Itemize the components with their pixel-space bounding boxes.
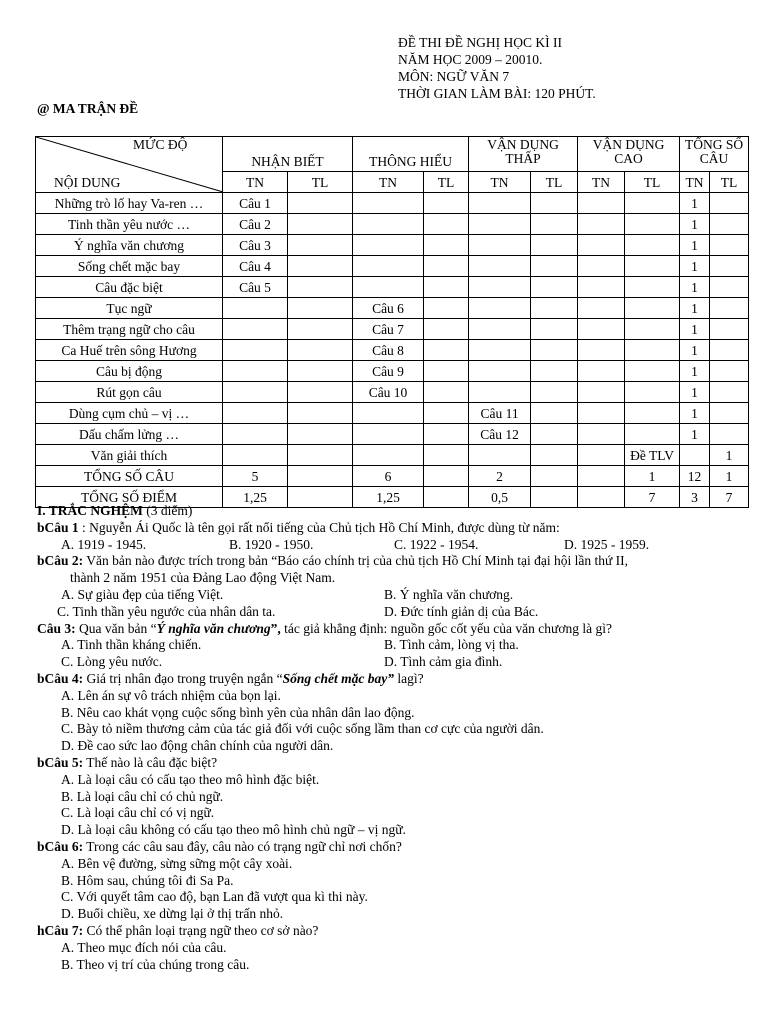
question-3-options <box>37 654 757 671</box>
table-cell: Câu 8 <box>353 340 424 361</box>
table-cell <box>710 403 749 424</box>
table-cell <box>625 382 680 403</box>
table-cell <box>469 235 531 256</box>
table-cell <box>223 424 288 445</box>
question-1: bCâu 1 : Nguyễn Ái Quốc là tên gọi rất nổi tiếng của Chủ tịch Hồ Chí Minh, được dùng từ năm: <box>37 519 560 535</box>
option: B. Là loại câu chỉ có chủ ngữ. <box>61 788 224 804</box>
table-cell <box>469 445 531 466</box>
table-cell <box>469 277 531 298</box>
table-cell <box>625 193 680 214</box>
table-cell <box>578 466 625 487</box>
table-row <box>36 382 749 403</box>
table-row <box>36 193 749 214</box>
table-cell <box>710 340 749 361</box>
table-cell: Câu 2 <box>223 214 288 235</box>
question-2: bCâu 2: Văn bản nào được trích trong bản “Báo cáo chính trị của chủ tịch Hồ Chí Minh tại đại hội lần thứ II, <box>37 553 629 569</box>
table-cell <box>469 382 531 403</box>
question-5: bCâu 5: Thế nào là câu đặc biệt? <box>37 754 218 770</box>
table-row <box>36 403 749 424</box>
table-cell <box>578 340 625 361</box>
option: A. Là loại câu có cấu tạo theo mô hình đặc biệt. <box>61 771 320 787</box>
table-cell: 1 <box>680 298 710 319</box>
level-heading: MỨC ĐỘ <box>133 137 188 152</box>
question-2-options <box>37 604 757 621</box>
table-cell <box>288 445 353 466</box>
table-cell <box>625 361 680 382</box>
row-label: Ý nghĩa văn chương <box>36 235 223 256</box>
table-cell <box>288 424 353 445</box>
table-cell <box>578 235 625 256</box>
table-cell <box>710 277 749 298</box>
table-row <box>36 277 749 298</box>
option: D. Tình cảm gia đình. <box>384 654 503 670</box>
table-cell: 7 <box>625 487 680 508</box>
row-label: TỔNG SỐ CÂU <box>36 466 223 487</box>
table-cell <box>424 361 469 382</box>
table-cell <box>424 382 469 403</box>
table-cell <box>288 403 353 424</box>
table-cell: 1 <box>680 235 710 256</box>
table-cell <box>424 277 469 298</box>
table-cell <box>288 340 353 361</box>
table-cell <box>625 424 680 445</box>
table-cell <box>469 361 531 382</box>
table-cell: Câu 9 <box>353 361 424 382</box>
table-cell <box>625 235 680 256</box>
table-cell <box>531 445 578 466</box>
table-cell <box>288 256 353 277</box>
row-label: Sống chết mặc bay <box>36 256 223 277</box>
table-cell <box>710 361 749 382</box>
table-cell <box>469 298 531 319</box>
table-cell <box>353 235 424 256</box>
corner-cell <box>36 137 223 193</box>
table-cell <box>578 445 625 466</box>
table-header-row <box>36 137 749 172</box>
row-label: Câu bị động <box>36 361 223 382</box>
table-cell <box>424 214 469 235</box>
table-cell <box>288 277 353 298</box>
table-cell <box>353 424 424 445</box>
table-cell <box>288 214 353 235</box>
table-cell <box>625 340 680 361</box>
table-cell <box>288 193 353 214</box>
table-cell <box>424 256 469 277</box>
questions-section <box>37 503 757 973</box>
table-row <box>36 466 749 487</box>
table-row <box>36 319 749 340</box>
table-cell <box>424 424 469 445</box>
level-header: NHẬN BIẾT <box>223 137 353 172</box>
level-header: VẬN DỤNG CAO <box>578 137 680 172</box>
table-cell <box>578 277 625 298</box>
table-cell: 1 <box>680 319 710 340</box>
table-row <box>36 256 749 277</box>
option: B. Theo vị trí của chúng trong câu. <box>61 956 250 972</box>
table-row <box>36 340 749 361</box>
table-cell: 5 <box>223 466 288 487</box>
table-cell <box>625 277 680 298</box>
table-cell: Câu 11 <box>469 403 531 424</box>
table-cell <box>353 277 424 298</box>
question-6: bCâu 6: Trong các câu sau đây, câu nào có trạng ngữ chỉ nơi chốn? <box>37 838 402 854</box>
option: A. Bên vệ đường, sừng sững một cây xoài. <box>61 855 293 871</box>
row-label: Dùng cụm chủ – vị … <box>36 403 223 424</box>
table-cell <box>424 235 469 256</box>
question-3-options <box>37 637 757 654</box>
table-cell <box>578 403 625 424</box>
table-cell <box>578 319 625 340</box>
table-cell <box>288 382 353 403</box>
table-body <box>36 193 749 508</box>
table-cell <box>353 403 424 424</box>
table-cell <box>531 298 578 319</box>
content-heading: NỘI DUNG <box>54 175 121 190</box>
table-cell <box>531 277 578 298</box>
option: B. Nêu cao khát vọng cuộc sống bình yên của nhân dân lao động. <box>61 704 415 720</box>
table-row <box>36 235 749 256</box>
matrix-title: @ MA TRẬN ĐỀ <box>37 101 139 116</box>
table-row <box>36 361 749 382</box>
table-cell <box>353 256 424 277</box>
table-cell <box>578 298 625 319</box>
table-cell: Câu 5 <box>223 277 288 298</box>
question-2-cont: thành 2 năm 1951 của Đảng Lao động Việt Nam. <box>70 570 336 586</box>
table-cell: 2 <box>469 466 531 487</box>
question-label: Câu 3: <box>37 620 76 636</box>
question-label: bCâu 5: <box>37 754 84 770</box>
table-cell: Đề TLV <box>625 445 680 466</box>
row-label: Thêm trạng ngữ cho câu <box>36 319 223 340</box>
row-label: Ca Huế trên sông Hương <box>36 340 223 361</box>
table-cell: 1,25 <box>223 487 288 508</box>
table-cell <box>223 298 288 319</box>
option: B. Tình cảm, lòng vị tha. <box>384 637 519 653</box>
row-label: Dấu chấm lửng … <box>36 424 223 445</box>
subheader-tn: TN <box>680 172 710 193</box>
table-cell <box>469 256 531 277</box>
question-label: bCâu 2: <box>37 553 84 569</box>
table-cell <box>223 382 288 403</box>
table-cell <box>710 256 749 277</box>
table-cell <box>578 382 625 403</box>
table-cell <box>625 256 680 277</box>
option: A. Lên án sự vô trách nhiệm của bọn lại. <box>61 687 281 703</box>
table-cell <box>353 214 424 235</box>
option: A. Sự giàu đẹp của tiếng Việt. <box>61 586 224 602</box>
table-cell <box>469 214 531 235</box>
option: C. Lòng yêu nước. <box>61 654 163 670</box>
table-cell <box>531 424 578 445</box>
row-label: TỔNG SỐ ĐIỂM <box>36 487 223 508</box>
table-cell: Câu 7 <box>353 319 424 340</box>
table-cell: 1 <box>680 382 710 403</box>
table-cell: 3 <box>680 487 710 508</box>
option: C. Bày tỏ niềm thương cảm của tác giả đối với cuộc sống lầm than cơ cực của người dân. <box>61 721 544 737</box>
subheader-tn: TN <box>469 172 531 193</box>
table-cell <box>424 445 469 466</box>
table-cell: Câu 4 <box>223 256 288 277</box>
table-cell: 0,5 <box>469 487 531 508</box>
school-year: NĂM HỌC 2009 – 20010. <box>398 52 543 67</box>
row-label: Câu đặc biệt <box>36 277 223 298</box>
table-cell: 1 <box>710 445 749 466</box>
table-cell <box>578 193 625 214</box>
table-cell <box>424 340 469 361</box>
option: A. 1919 - 1945. <box>61 536 147 552</box>
option: C. Với quyết tâm cao độ, bạn Lan đã vượt qua kì thi này. <box>61 889 368 905</box>
question-7: hCâu 7: Có thể phân loại trạng ngữ theo cơ sở nào? <box>37 922 319 938</box>
option: B. Hôm sau, chúng tôi đi Sa Pa. <box>61 872 234 888</box>
question-label: bCâu 4: <box>37 670 84 686</box>
table-cell <box>625 214 680 235</box>
table-cell: 1 <box>710 466 749 487</box>
table-cell <box>469 340 531 361</box>
table-cell <box>531 382 578 403</box>
option: B. Ý nghĩa văn chương. <box>384 586 514 602</box>
subheader-tl: TL <box>710 172 749 193</box>
table-cell <box>710 214 749 235</box>
table-cell <box>710 298 749 319</box>
option: D. Đức tính giản dị của Bác. <box>384 603 539 619</box>
table-cell <box>625 403 680 424</box>
table-cell <box>531 193 578 214</box>
table-cell <box>531 319 578 340</box>
row-label: Tục ngữ <box>36 298 223 319</box>
table-cell: 1 <box>625 466 680 487</box>
question-1-options <box>37 537 757 554</box>
table-cell <box>288 235 353 256</box>
table-cell <box>223 445 288 466</box>
table-cell: Câu 3 <box>223 235 288 256</box>
question-label: bCâu 1 <box>37 519 79 535</box>
table-cell <box>578 214 625 235</box>
table-cell <box>578 361 625 382</box>
table-cell <box>710 193 749 214</box>
table-cell <box>531 466 578 487</box>
option: C. Tinh thần yêu ngước của nhân dân ta. <box>57 603 276 619</box>
subheader-tl: TL <box>424 172 469 193</box>
table-cell <box>288 361 353 382</box>
table-cell <box>578 424 625 445</box>
subheader-tl: TL <box>531 172 578 193</box>
table-cell <box>531 340 578 361</box>
table-cell <box>288 466 353 487</box>
table-cell <box>625 298 680 319</box>
table-cell: 1 <box>680 403 710 424</box>
question-label: hCâu 7: <box>37 922 84 938</box>
row-label: Tinh thần yêu nước … <box>36 214 223 235</box>
table-cell <box>223 403 288 424</box>
table-cell <box>424 319 469 340</box>
option: D. Là loại câu không có cấu tạo theo mô hình chủ ngữ – vị ngữ. <box>61 822 406 838</box>
table-cell: 6 <box>353 466 424 487</box>
exam-title: ĐỀ THI ĐỀ NGHỊ HỌC KÌ II <box>398 35 562 50</box>
option: B. 1920 - 1950. <box>229 536 314 552</box>
table-cell <box>424 193 469 214</box>
table-cell: Câu 12 <box>469 424 531 445</box>
table-cell <box>424 466 469 487</box>
row-label: Văn giải thích <box>36 445 223 466</box>
table-cell <box>710 319 749 340</box>
option: D. Đề cao sức lao động chân chính của người dân. <box>61 738 334 754</box>
table-cell: 1 <box>680 277 710 298</box>
time-limit: THỜI GIAN LÀM BÀI: 120 PHÚT. <box>398 86 596 101</box>
table-cell <box>353 445 424 466</box>
row-label: Những trò lố hay Va-ren … <box>36 193 223 214</box>
table-cell <box>531 403 578 424</box>
table-cell <box>531 361 578 382</box>
table-cell: 1 <box>680 256 710 277</box>
table-row <box>36 298 749 319</box>
subheader-tl: TL <box>625 172 680 193</box>
option: C. 1922 - 1954. <box>394 536 479 552</box>
table-cell: 1 <box>680 361 710 382</box>
level-header: THÔNG HIỂU <box>353 137 469 172</box>
table-cell: 1 <box>680 424 710 445</box>
exam-matrix-table <box>35 136 749 508</box>
table-cell <box>424 298 469 319</box>
question-4: bCâu 4: Giá trị nhân đạo trong truyện ngắn “Sống chết mặc bay” lagì? <box>37 670 424 686</box>
option: A. Tinh thần kháng chiến. <box>61 637 202 653</box>
table-cell <box>578 256 625 277</box>
table-cell <box>288 319 353 340</box>
question-label: bCâu 6: <box>37 838 84 854</box>
table-cell <box>469 193 531 214</box>
table-cell <box>710 382 749 403</box>
table-cell: Câu 6 <box>353 298 424 319</box>
table-cell <box>625 319 680 340</box>
subheader-tn: TN <box>578 172 625 193</box>
option: C. Là loại câu chỉ có vị ngữ. <box>61 805 215 821</box>
table-cell <box>223 340 288 361</box>
level-header: VẬN DỤNG THẤP <box>469 137 578 172</box>
table-row <box>36 445 749 466</box>
question-3: Câu 3: Qua văn bản “Ý nghĩa văn chương”, tác giả khẳng định: nguồn gốc cốt yếu của văn chương là gì? <box>37 620 612 636</box>
exam-header <box>398 34 596 102</box>
table-cell <box>531 256 578 277</box>
subheader-tl: TL <box>288 172 353 193</box>
table-cell <box>223 319 288 340</box>
question-2-options <box>37 587 757 604</box>
subheader-tn: TN <box>223 172 288 193</box>
option: A. Theo mục đích nói của câu. <box>61 939 227 955</box>
table-cell <box>424 403 469 424</box>
table-cell <box>288 298 353 319</box>
table-cell: 12 <box>680 466 710 487</box>
table-cell: 1 <box>680 193 710 214</box>
table-row <box>36 424 749 445</box>
option: D. Buổi chiều, xe dừng lại ở thị trấn nhỏ. <box>61 906 284 922</box>
table-cell: 1 <box>680 214 710 235</box>
subject: MÔN: NGỮ VĂN 7 <box>398 69 510 84</box>
table-cell <box>531 235 578 256</box>
table-cell <box>531 214 578 235</box>
row-label: Rút gọn câu <box>36 382 223 403</box>
option: D. 1925 - 1959. <box>564 536 650 552</box>
table-cell <box>223 361 288 382</box>
table-cell: 7 <box>710 487 749 508</box>
table-row <box>36 214 749 235</box>
table-cell <box>710 424 749 445</box>
table-cell <box>710 235 749 256</box>
table-cell <box>680 445 710 466</box>
subheader-tn: TN <box>353 172 424 193</box>
table-cell: Câu 10 <box>353 382 424 403</box>
section-title: I. TRẮC NGHỆM (3 điểm) <box>37 503 193 518</box>
table-cell <box>353 193 424 214</box>
table-cell: 1 <box>680 340 710 361</box>
table-cell: 1,25 <box>353 487 424 508</box>
level-header: TỔNG SỐ CÂU <box>680 137 749 172</box>
table-cell <box>469 319 531 340</box>
table-cell: Câu 1 <box>223 193 288 214</box>
